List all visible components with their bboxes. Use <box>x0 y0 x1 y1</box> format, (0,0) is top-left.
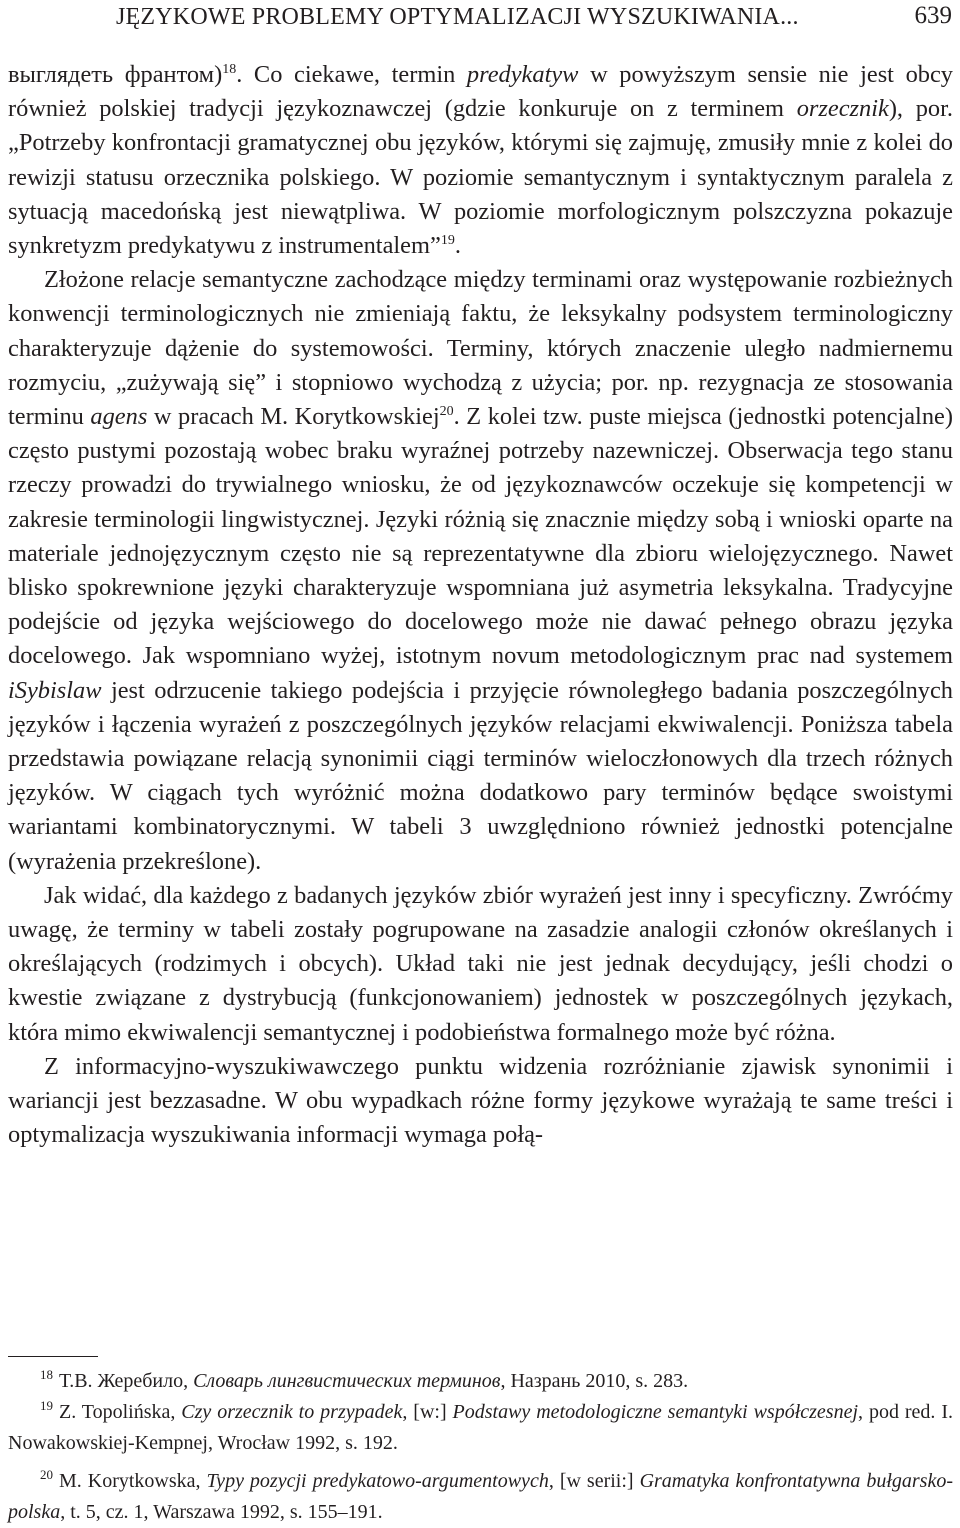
footnote-text: Т.В. Жеребило, <box>59 1370 194 1392</box>
text-segment: . <box>454 232 461 260</box>
paragraph-1 <box>8 58 953 263</box>
footnotes <box>8 1366 953 1528</box>
paragraph-4: Z informacyjno-wyszukiwawczego punktu widzenia rozróżnianie zjawisk synonimii i wariancji jest bezzasadne. W obu wypadkach różne formy językowe wyrażają te same treści i optymalizacja wyszukiwania informacji wymaga połą- <box>8 1052 953 1149</box>
footnote-number: 20 <box>40 1467 53 1482</box>
footnote-text: , t. 5, cz. 1, Warszawa 1992, s. 155–191. <box>60 1501 383 1523</box>
footnote-text: , pod red. I. Nowakowskiej-Kempnej, Wrocław 1992, s. 192. <box>8 1401 953 1454</box>
page <box>8 0 953 1153</box>
paragraph-2 <box>8 263 953 879</box>
footnote-ref-19[interactable]: 19 <box>440 233 455 249</box>
term-italic: orzecznik <box>796 95 889 123</box>
paragraph-3: Jak widać, dla każdego z badanych języków zbiór wyrażeń jest inny i specyficzny. Zwróćmy uwagę, że terminy w tabeli zostały pogrupowane na zasadzie analogii członów określanych i określających (rodzimych i obcych). Układ taki nie jest jednak decydujący, jeśli chodzi o kwestie związane z dystrybucją (funkcjonowaniem) jednostek w poszczególnych językach, która mimo ekwiwalencji semantycznej i podobieństwa formalnego może być różna. <box>8 881 953 1046</box>
footnote-text: , Назрань 2010, s. 283. <box>500 1370 689 1392</box>
footnote-ref-20[interactable]: 20 <box>439 404 454 420</box>
text-segment: . Z kolei tzw. puste miejsca (jednostki potencjalne) często pustymi pozostają wobec braku wyraźnej potrzeby nazewniczej. Obserwacja tego stanu rzeczy prowadzi do trywialnego wniosku, że od językoznawców oczekuje się kompetencji w zakresie terminologii lingwistycznej. Języki różnią się znacznie między sobą i wnioski oparte na materiale jednojęzycznym często nie są reprezentatywne dla zbioru wielojęzycznego. Nawet blisko spokrewnione języki charakteryzuje wspomniana już asymetria leksykalna. Tradycyjne podejście od języka wejściowego do docelowego może nie dawać pełnego obrazu języka docelowego. Jak wspomniano wyżej, istotnym novum metodologicznym prac nad systemem <box>8 403 953 670</box>
main-text <box>8 58 953 1153</box>
text-segment: jest odrzucenie takiego podejścia i przyjęcie równoległego badania poszczególnych języków i łączenia wyrażeń z poszczególnych języków relacjami ekwiwalencji. Poniższa tabela przedstawia powiązane relacją synonimii ciągi terminów wieloczłonowych dla trzech różnych języków. W ciągach tych wyróżnić można dodatkowo pary terminów będące swoistymi wariantami kombinatorycznymi. W tabeli 3 uwzględniono również jednostki potencjalne (wyrażenia przekreślone). <box>8 676 953 875</box>
text-segment: Złożone relacje semantyczne zachodzące między terminami oraz występowanie rozbieżnych konwencji terminologicznych nie zmieniają faktu, że leksykalny podsystem terminologiczny charakteryzuje dążenie do systemowości. Terminy, których znaczenie uległo nadmiernemu rozmyciu, „zużywają się” i stopniowo wychodzą z użycia; por. np. rezygnacja ze stosowania terminu <box>8 266 953 431</box>
footnote-ref-18[interactable]: 18 <box>222 62 237 77</box>
system-name-italic: iSybislaw <box>8 676 102 704</box>
footnote-title-italic: Typy pozycji predykatowo-argumentowych <box>206 1470 549 1492</box>
text-segment: w powyższym sensie nie jest obcy również polskiej tradycji językoznawczej (gdzie konkuruje on z terminem <box>8 61 953 123</box>
text-segment: . Co ciekawe, termin <box>236 61 467 88</box>
running-header <box>8 0 953 46</box>
footnote-text: M. Korytkowska, <box>59 1470 207 1492</box>
footnote-title-italic: Czy orzecznik to przypadek <box>181 1401 403 1423</box>
footnote-title-italic: Podstawy metodologiczne semantyki współczesnej <box>452 1401 859 1423</box>
footnote-text: Z. Topolińska, <box>59 1401 182 1423</box>
text-segment: выглядеть франтом) <box>8 61 223 88</box>
footnote-18 <box>8 1366 953 1397</box>
term-italic: agens <box>90 403 148 431</box>
footnote-title-italic: Словарь лингвистических терминов <box>193 1370 501 1392</box>
footnote-number: 19 <box>40 1398 53 1413</box>
footnote-19 <box>8 1397 953 1459</box>
text-segment: w pracach M. Korytkowskiej <box>147 403 440 431</box>
footnote-title-italic: Gramatyka konfrontatywna bułgarsko-polska <box>8 1470 953 1523</box>
page-number: 639 <box>914 2 952 29</box>
footnote-number: 18 <box>40 1367 53 1382</box>
running-title: JĘZYKOWE PROBLEMY OPTYMALIZACJI WYSZUKIWANIA... <box>116 4 799 30</box>
text-segment: ), por. „Potrzeby konfrontacji gramatycznej obu języków, którymi się zajmuję, zmusiły mnie z kolei do rewizji statusu orzecznika polskiego. W poziomie semantycznym i syntaktycznym paralela z sytuacją macedońską jest niewątpliwa. W poziomie morfologicznym polszczyzna pokazuje synkretyzm predykatywu z instrumentalem” <box>8 95 953 260</box>
footnote-20 <box>8 1466 953 1528</box>
term-italic: predykatyw <box>466 61 579 88</box>
footnote-text: , [w serii:] <box>548 1470 640 1492</box>
footnote-separator <box>8 1356 98 1357</box>
footnote-text: , [w:] <box>402 1401 453 1423</box>
